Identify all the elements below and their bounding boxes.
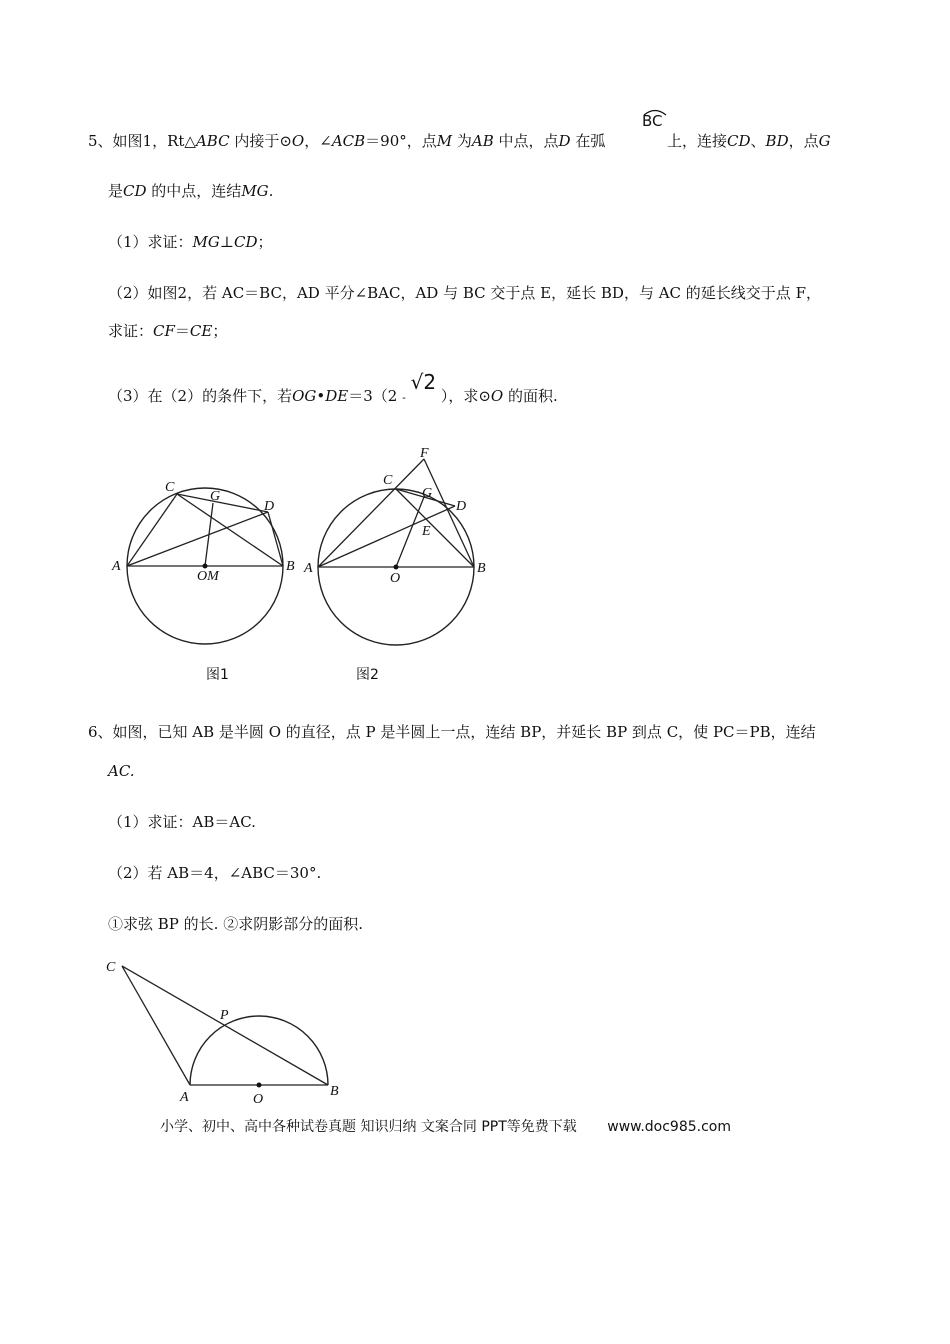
fig2-label-g: G: [422, 486, 433, 501]
fig2-label-f: F: [420, 446, 429, 461]
problem5-line1: 5、如图1，Rt△ABC 内接于⊙O，∠ACB＝90°，点M 为AB 中点，点D 在弧: [88, 132, 606, 150]
fig2-label-a: A: [304, 561, 313, 576]
fig2-seg-fb: [424, 459, 474, 567]
fig1-label-om: OM: [197, 569, 219, 584]
fig1-seg-ad: [127, 512, 268, 566]
fig3-seg-cb: [122, 966, 328, 1085]
footer-url[interactable]: www.doc985.com: [607, 1119, 731, 1135]
problem6-line2: AC.: [108, 762, 135, 780]
fig2-center-dot: [394, 565, 399, 570]
figure-3: [100, 955, 350, 1105]
fig2-label-o: O: [390, 571, 401, 586]
fig1-label-b: B: [286, 559, 295, 574]
fig2-seg-af: [318, 459, 424, 567]
fig2-label-d: D: [456, 499, 467, 514]
figure-2: [300, 442, 500, 690]
problem5-q3: （3）在（2）的条件下，若OG•DE＝3（2 - √2 ），求⊙O 的面积.: [108, 370, 558, 405]
fig3-semicircle: [190, 1016, 328, 1085]
fig1-label-d: D: [264, 499, 275, 514]
problem5-q1: （1）求证：MG⊥CD；: [108, 233, 273, 251]
fig1-center-dot: [203, 564, 208, 569]
problem6-q3: ①求弦 BP 的长. ②求阴影部分的面积.: [108, 915, 363, 933]
footer-text: 小学、初中、高中各种试卷真题 知识归纳 文案合同 PPT等免费下载: [160, 1119, 577, 1135]
fig3-label-a: A: [180, 1090, 189, 1105]
fig2-label-e: E: [422, 524, 431, 539]
fig3-center-dot: [257, 1083, 262, 1088]
fig1-label-a: A: [112, 559, 121, 574]
problem6-line1: 6、如图，已知 AB 是半圆 O 的直径，点 P 是半圆上一点，连结 BP，并延长 BP 到点 C，使 PC＝PB，连结: [88, 723, 816, 741]
arc-bc-label: BC: [642, 112, 663, 130]
problem5-q2-line1: （2）如图2，若 AC＝BC，AD 平分∠BAC，AD 与 BC 交于点 E，延长 BD，与 AC 的延长线交于点 F，: [108, 284, 821, 302]
fig1-seg-ac: [127, 494, 177, 566]
fig1-label-g: G: [210, 489, 221, 504]
problem5-line1-tail: 上，连接CD、BD，点G: [667, 132, 831, 150]
problem6-q1: （1）求证：AB＝AC.: [108, 813, 256, 831]
figure-1: [100, 470, 310, 690]
arc-symbol: [642, 108, 668, 116]
fig3-label-o: O: [253, 1092, 264, 1105]
fig3-label-p: P: [220, 1008, 229, 1023]
problem6-q2: （2）若 AB＝4，∠ABC＝30°.: [108, 864, 322, 882]
fig1-label-c: C: [165, 480, 175, 495]
footer: [160, 1116, 757, 1136]
problem5-q2-line2: 求证：CF＝CE；: [108, 322, 228, 340]
fig2-label-c: C: [383, 473, 393, 488]
fig2-caption: 图2: [356, 667, 379, 683]
fig2-seg-og: [396, 497, 424, 567]
fig3-label-b: B: [330, 1084, 339, 1099]
sqrt2: √2: [410, 370, 437, 394]
fig1-caption: 图1: [206, 667, 229, 683]
problem5-line2: 是CD 的中点，连结MG.: [108, 182, 274, 200]
fig3-seg-ca: [122, 966, 190, 1085]
fig1-seg-mg: [205, 503, 213, 566]
fig3-label-c: C: [106, 960, 116, 975]
fig2-label-b: B: [477, 561, 486, 576]
